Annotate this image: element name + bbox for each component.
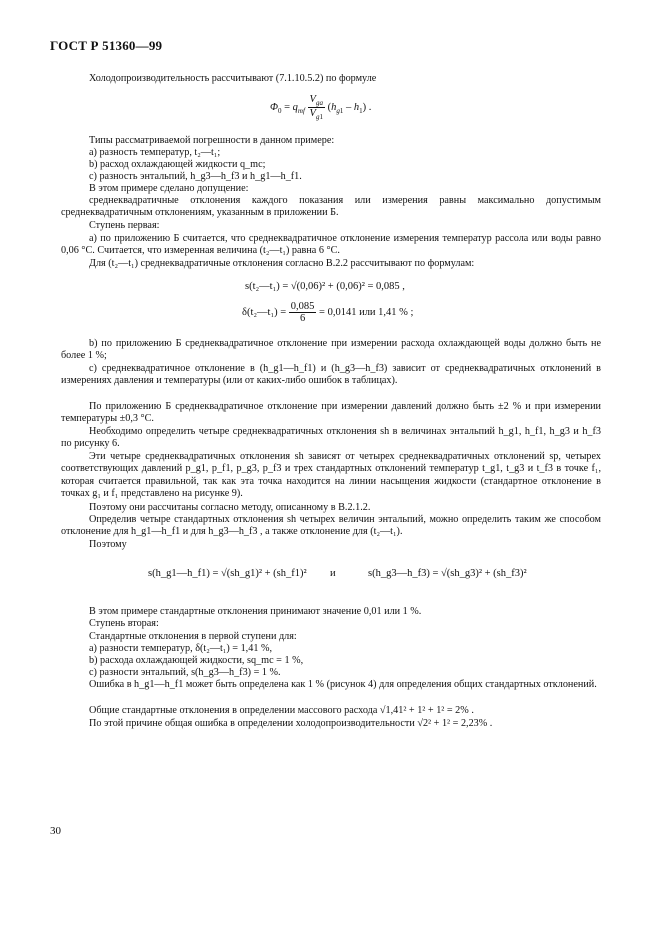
therefore-label: Поэтому	[89, 539, 127, 550]
assumption-text: среднеквадратичные отклонения каждого показания или измерения равны максимально допустимым среднеквадратичным отклонениям, указанным в приложении Б.	[61, 195, 601, 219]
total-error-paragraph: По этой причине общая ошибка в определении холодопроизводительности √2² + 1² = 2,23% .	[89, 718, 493, 729]
step1-c: c) среднеквадратичное отклонение в (h_g1—h_f1) и (h_g3—h_f3) зависит от среднеквадратичных отклонений в измерениях давления и температуры (или от каких-либо ошибок в таблицах).	[61, 363, 601, 387]
step2-c: c) разности энтальпий, s(h_g3—h_f3) = 1 %.	[89, 667, 281, 678]
type-a: a) разность температур, t₂—t₁;	[89, 147, 221, 158]
assumption-intro: В этом примере сделано допущение:	[89, 183, 249, 194]
formula-delta-temp: δ(t₂—t₁) = $\frac{0,085}{6}$ = 0,0141 или 1,41 % ;	[242, 301, 414, 324]
step1-a2: Для (t₂—t₁) среднеквадратичные отклонения согласно В.2.2 рассчитывают по формулам:	[89, 258, 475, 269]
step1-b: b) по приложению Б среднеквадратичное отклонение при измерении расхода охлаждающей воды должно быть не более 1 %;	[61, 338, 601, 362]
values-paragraph: В этом примере стандартные отклонения принимают значение 0,01 или 1 %.	[89, 606, 422, 617]
page-number: 30	[50, 825, 61, 837]
formula-s-temp: s(t₂—t₁) = √(0,06)² + (0,06)² = 0,085 ,	[245, 281, 405, 292]
four-deviations-paragraph: Эти четыре среднеквадратичных отклонения sh зависят от четырех среднеквадратичных отклонений sp, четырех соответствующих давлений p_g1, p_f1, p_g3, p_f3 и трех стандартных отклонений температур t_g1, t_g3 и t_f3 в точке f₁, которая считается правильной, так как эта точка находится на линии насыщения жидкости (стандартное отклонение в точках g₁ и f₁ представлено на рисунке 9).	[61, 451, 601, 500]
intro-paragraph: Холодопроизводительность рассчитывают (7.1.10.5.2) по формуле	[89, 73, 377, 84]
step2-title: Ступень вторая:	[89, 618, 159, 629]
step2-a: a) разности температур, δ(t₂—t₁) = 1,41 %,	[89, 643, 273, 654]
define-paragraph: Определив четыре стандартных отклонения sh четырех величин энтальпий, можно определить таким же способом отклонение для h_g1—h_f1 и для h_g3—h_f3 , а также отклонение для (t₂—t₁).	[61, 514, 601, 538]
type-c: c) разность энтальпий, h_g3—h_f3 и h_g1—h_f1.	[89, 171, 302, 182]
formula-and: и	[330, 568, 336, 579]
step2-intro: Стандартные отклонения в первой ступени для:	[89, 631, 297, 642]
type-b: b) расход охлаждающей жидкости q_mc;	[89, 159, 266, 170]
types-intro: Типы рассматриваемой погрешности в данном примере:	[89, 135, 335, 146]
formula-phi0: $\Phi_0 = q_{mf}$ $\frac{V_{ga}}{V_{g1}}$ $(h_{g1} - h_1)$ .	[270, 94, 372, 122]
error-paragraph: Ошибка в h_g1—h_f1 может быть определена как 1 % (рисунок 4) для определения общих стандартных отклонений.	[89, 679, 597, 690]
document-header: ГОСТ Р 51360—99	[50, 38, 163, 53]
need-paragraph: Необходимо определить четыре среднеквадратичных отклонения sh в величинах энтальпий h_g1, h_f1, h_g3 и h_f3 по рисунку 6.	[61, 426, 601, 450]
step1-title: Ступень первая:	[89, 220, 160, 231]
formula-s-hg1: s(h_g1—h_f1) = √(sh_g1)² + (sh_f1)²	[148, 568, 307, 579]
pressure-paragraph: По приложению Б среднеквадратичное отклонение при измерении давлений должно быть ±2 % и при измерении температуры ±0,3 °С.	[61, 401, 601, 425]
calc-method-paragraph: Поэтому они рассчитаны согласно методу, описанному в В.2.1.2.	[89, 502, 371, 513]
step2-b: b) расхода охлаждающей жидкости, sq_mc = 1 %,	[89, 655, 304, 666]
formula-s-hg3: s(h_g3—h_f3) = √(sh_g3)² + (sh_f3)²	[368, 568, 527, 579]
mass-flow-paragraph: Общие стандартные отклонения в определении массового расхода √1,41² + 1² + 1² = 2% .	[89, 705, 474, 716]
step1-a: а) по приложению Б считается, что среднеквадратичное отклонение измерения температур рассола или воды равно 0,06 °С. Считается, что измеренная величина (t₂—t₁) равна 6 °С.	[61, 233, 601, 257]
